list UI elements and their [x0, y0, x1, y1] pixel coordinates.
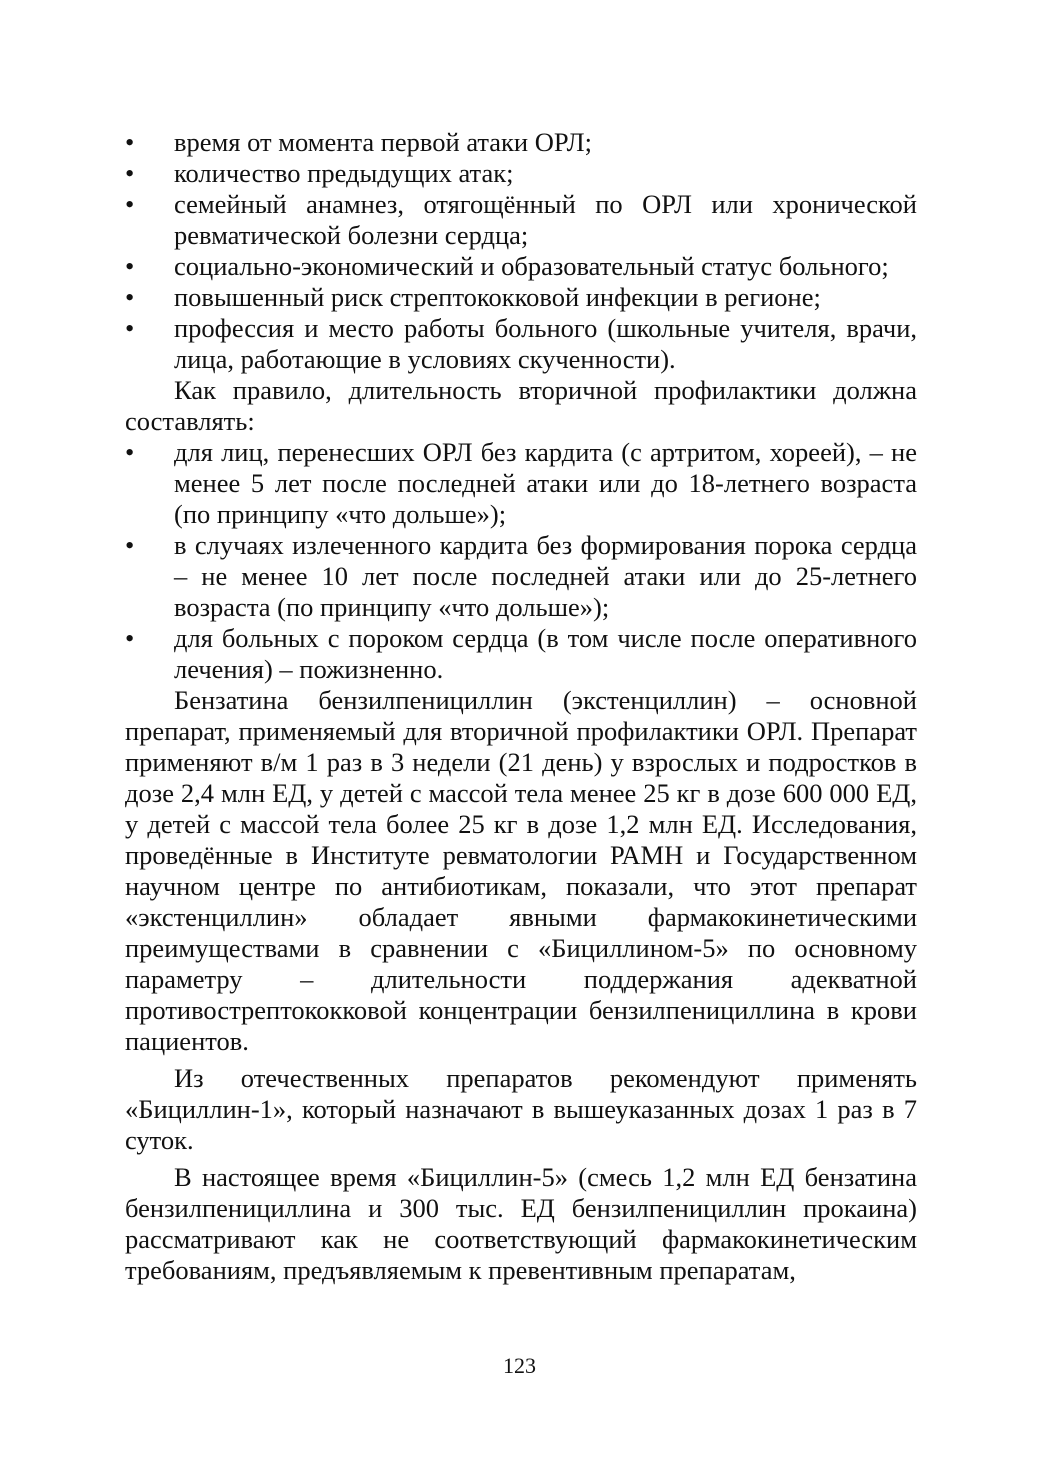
paragraph-domestic: Из отечественных препаратов рекомендуют применять «Бициллин-1», который назначают в вышеуказанных дозах 1 раз в 7 суток.: [125, 1063, 917, 1155]
paragraph-benzathine: Бензатина бензилпенициллин (экстенциллин) – основной препарат, применяемый для вторичной профилактики ОРЛ. Препарат применяют в/м 1 раз в 3 недели (21 день) у взрослых и подростков в дозе 2,4 млн ЕД, у детей с массой тела менее 25 кг в дозе 600 000 ЕД, у детей с массой тела более 25 кг в дозе 1,2 млн ЕД. Исследования, проведённые в Институте ревматологии РАМН и Государственном научном центре по антибиотикам, показали, что этот препарат «экстенциллин» обладает явными фармакокинетическими преимуществами в сравнении с «Бициллином-5» по основному параметру – длительности поддержания адекватной противострептококковой концентрации бензилпенициллина в крови пациентов.: [125, 685, 917, 1056]
paragraph-duration: Как правило, длительность вторичной профилактики должна составлять:: [125, 375, 917, 436]
list-item: • время от момента первой атаки ОРЛ;: [125, 127, 917, 158]
list-item: • семейный анамнез, отягощённый по ОРЛ или хронической ревматической болезни сердца;: [125, 189, 917, 251]
list-item: • для лиц, перенесших ОРЛ без кардита (с артритом, хореей), – не менее 5 лет после последней атаки или до 18-летнего возраста (по принципу «что дольше»);: [125, 437, 917, 530]
list-item: • для больных с пороком сердца (в том числе после оперативного лечения) – пожизненно.: [125, 623, 917, 685]
duration-list: [125, 437, 917, 685]
list-item: • количество предыдущих атак;: [125, 158, 917, 189]
page-number: 123: [503, 1353, 536, 1378]
list-item: • в случаях излеченного кардита без формирования порока сердца – не менее 10 лет после последней атаки или до 25-летнего возраста (по принципу «что дольше»);: [125, 530, 917, 623]
list-item: • повышенный риск стрептококковой инфекции в регионе;: [125, 282, 917, 313]
list-item: • профессия и место работы больного (школьные учителя, врачи, лица, работающие в условиях скученности).: [125, 313, 917, 375]
page-content: [125, 127, 917, 1286]
paragraph-bicillin-5: В настоящее время «Бициллин-5» (смесь 1,2 млн ЕД бензатина бензилпенициллина и 300 тыс. ЕД бензилпенициллин прокаина) рассматривают как не соответствующий фармакокинетическим требованиям, предъявляемым к превентивным препаратам,: [125, 1162, 917, 1285]
risk-factors-list: [125, 127, 917, 375]
list-item: • социально-экономический и образовательный статус больного;: [125, 251, 917, 282]
